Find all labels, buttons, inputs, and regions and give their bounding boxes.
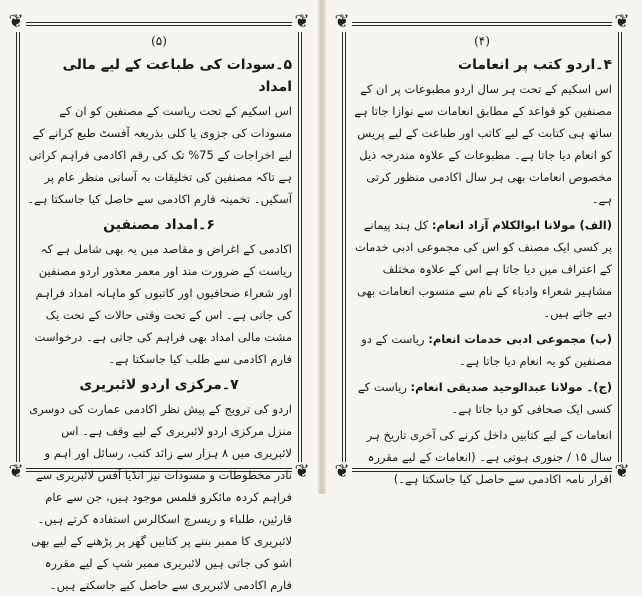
award-item-text: کل ہند پیمانے پر کسی ایک مصنف کو اس کی مجموعی ادبی خدمات کے اعتراف میں دیا جاتا ہے اس کے علاوہ مختلف مشاہیر شعراء وادباء کے نام سے منسوب انعامات بھی دیے جاتے ہیں۔	[354, 218, 612, 320]
award-item	[352, 328, 612, 372]
section-heading: ۶۔امداد مصنفین	[103, 217, 215, 233]
award-item-label: (الف) مولانا ابوالکلام آزاد انعام:	[431, 218, 612, 232]
corner-ornament-icon: ❦	[332, 12, 352, 32]
corner-ornament-icon: ❦	[6, 462, 26, 482]
award-item-label: (ب) مجموعی ادبی خدمات انعام:	[428, 332, 612, 346]
section-paragraph: اس اسکیم کے تحت ریاست کے مصنفین کو ان کے مسودات کی جزوی یا کلی بذریعہ آفسٹ طبع کرانے کے لیے اخراجات کے 75% تک کی رقم اکادمی فراہم کراتی ہے تاکہ مصنفین کی تخلیقات بہ آسانی منظر عام پر آسکیں۔ تخمینہ فارم اکادمی سے حاصل کیا جاسکتا ہے۔	[27, 104, 292, 206]
corner-ornament-icon: ❦	[292, 462, 312, 482]
award-item	[352, 376, 612, 420]
book-gutter	[318, 0, 326, 494]
section-paragraph: اکادمی کے اغراض و مقاصد میں یہ بھی شامل ہے کہ ریاست کے ضرورت مند اور معمر معذور اردو مصنفین اور شعراء صحافیوں اور کاتبوں کو ماہانہ امداد فراہم کی جاتی ہے۔ اس کے تحت وقتی حالات کے تحت یک مشت مالی امداد بھی فراہم کی جاتی ہے۔ درخواست فارم اکادمی سے طلب کیا جاسکتا ہے۔	[34, 242, 292, 366]
section-heading: ۴۔اردو کتب پر انعامات	[458, 57, 612, 73]
left-page-content	[26, 32, 292, 592]
section-paragraph: اس اسکیم کے تحت ہر سال اردو مطبوعات پر ان کے مصنفین کو قواعد کے مطابق انعامات سے نوازا جاتا ہے ساتھ ہی کتابت کے لیے کاتب اور طباعت کے لیے پریس کو انعام دیا جاتا ہے۔ مطبوعات کے علاوہ مندرجہ ذیل مخصوص انعامات بھی ہر سال اکادمی منظور کرتی ہے۔	[354, 82, 612, 206]
section-heading: ۵۔سودات کی طباعت کے لیے مالی امداد	[62, 57, 292, 95]
left-page	[6, 10, 312, 592]
corner-ornament-icon: ❦	[332, 462, 352, 482]
right-page	[332, 10, 632, 484]
award-item-text: ریاست کے دو مصنفین کو یہ انعام دیا جاتا ہے۔	[361, 332, 612, 368]
corner-ornament-icon: ❦	[612, 12, 632, 32]
award-item-label: (ج)۔ مولانا عبدالوحید صدیقی انعام:	[410, 380, 612, 394]
corner-ornament-icon: ❦	[292, 12, 312, 32]
corner-ornament-icon: ❦	[6, 12, 26, 32]
section-heading: ۷۔مرکزی اردو لائبریری	[79, 377, 239, 393]
page-number: (۴)	[474, 34, 490, 48]
page-number: (۵)	[151, 34, 167, 48]
closing-paragraph: انعامات کے لیے کتابیں داخل کرنے کی آخری تاریخ ہر سال ۱۵ / جنوری ہوتی ہے۔ (انعامات کے لیے مقررہ اقرار نامہ اکادمی سے حاصل کیا جاسکتا ہے۔)	[366, 428, 612, 486]
award-item-text: ریاست کے کسی ایک صحافی کو دیا جاتا ہے۔	[357, 380, 612, 416]
corner-ornament-icon: ❦	[612, 462, 632, 482]
section-paragraph: اردو کی ترویج کے پیش نظر اکادمی عمارت کی دوسری منزل مرکزی اردو لائبریری کے لیے وقف ہے۔ اس لائبریری میں ۸ ہزار سے زائد کتب، رسائل اور اہم و نادر مخطوطات و مسودات نیز انڈیا آفس لائبریری سے فراہم کردہ مائکرو فلمس موجود ہیں، جن سے عام قارئین، طلباء و ریسرچ اسکالرس استفادہ کرتے ہیں۔ لائبریری کا ممبر بننے پر کتابیں گھر پر پڑھنے کے لیے بھی اشو کی جاتی ہیں لائبریری ممبر شپ کے لیے مقررہ فارم اکادمی لائبریری سے حاصل کیے جاسکتے ہیں۔	[29, 402, 292, 592]
right-page-content	[352, 32, 612, 486]
award-item	[352, 214, 612, 324]
